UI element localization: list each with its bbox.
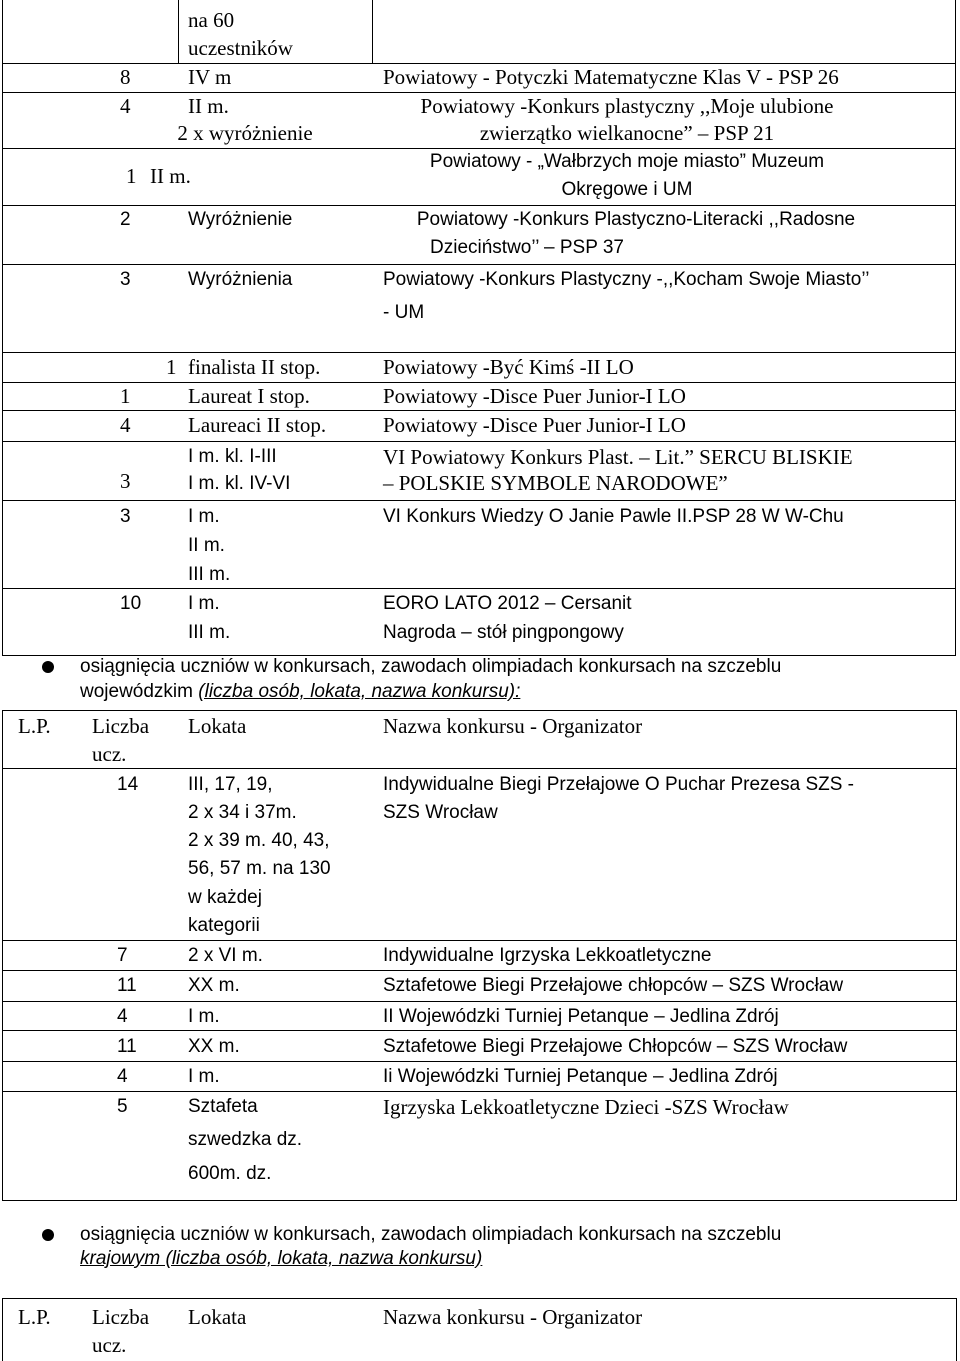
table1-hline xyxy=(2,500,956,501)
row4-num: 2 xyxy=(120,209,131,230)
row9-place-line1: I m. kl. I-III xyxy=(188,446,277,467)
row3-contest-line1: Powiatowy - „Wałbrzych moje miasto” Muzeum xyxy=(429,151,825,172)
krajowy-bullet-line2: krajowym (liczba osób, lokata, nazwa konkursu) xyxy=(80,1248,483,1269)
row9-num: 3 xyxy=(120,469,131,493)
table2-row1-place-3: 2 x 39 m. 40, 43, xyxy=(188,830,330,851)
row11-contest-line2: Nagroda – stół pingpongowy xyxy=(383,622,624,643)
table2-border-left xyxy=(2,710,3,1200)
row9-place-line2: I m. kl. IV-VI xyxy=(188,473,291,494)
row7-num: 1 xyxy=(120,384,131,408)
table3-header-lp: L.P. xyxy=(18,1305,51,1329)
row4-place: Wyróżnienie xyxy=(188,209,293,230)
table2-header-contest: Nazwa konkursu - Organizator xyxy=(383,714,643,738)
table2-row1-place-5: w każdej xyxy=(188,887,262,908)
row3-place: II m. xyxy=(150,164,191,188)
table2-row2-contest: Indywidualne Igrzyska Lekkoatletyczne xyxy=(383,945,712,966)
table2-hline xyxy=(2,940,957,941)
row5-contest-line1: Powiatowy -Konkurs Plastyczny -,,Kocham Swoje Miasto’’ xyxy=(383,269,870,290)
table2-row3-num: 11 xyxy=(117,975,137,996)
table2-row1-contest-line1: Indywidualne Biegi Przełajowe O Puchar Prezesa SZS - xyxy=(383,774,855,795)
row2-contest-line2: zwierzątko wielkanocne” – PSP 21 xyxy=(479,121,775,145)
row1-contest: Powiatowy - Potyczki Matematyczne Klas V - PSP 26 xyxy=(383,65,839,89)
row6-num: 1 xyxy=(166,355,177,379)
row5-contest-line2: - UM xyxy=(383,302,425,323)
table2-row1-place-6: kategorii xyxy=(188,915,260,936)
table2-border-bottom xyxy=(2,1200,957,1201)
row10-contest: VI Konkurs Wiedzy O Janie Pawle II.PSP 28 W W-Chu xyxy=(383,506,844,527)
row5-place: Wyróżnienia xyxy=(188,269,293,290)
row2-place-line2: 2 x wyróżnienie xyxy=(177,121,313,145)
row5-num: 3 xyxy=(120,269,131,290)
table2-row1-contest-line2: SZS Wrocław xyxy=(383,802,498,823)
table2-header-place: Lokata xyxy=(188,714,247,738)
row4-contest-line1: Powiatowy -Konkurs Plastyczno-Literacki ,,Radosne xyxy=(416,209,856,230)
table2-row7-place-3: 600m. dz. xyxy=(188,1163,272,1184)
row4-contest-line2: Dzieciństwo’’ – PSP 37 xyxy=(430,237,624,258)
table2-row4-num: 4 xyxy=(117,1006,128,1027)
table2-row3-contest: Sztafetowe Biegi Przełajowe chłopców – SZS Wrocław xyxy=(383,975,844,996)
row10-num: 3 xyxy=(120,506,131,527)
table2-row4-place: I m. xyxy=(188,1006,220,1027)
table3-border-right xyxy=(956,1298,957,1361)
table3-border-left xyxy=(2,1298,3,1361)
wojewodzki-bullet-line2 xyxy=(80,678,520,706)
row10-place-line1: I m. xyxy=(188,506,220,527)
row0-count-line1: na 60 xyxy=(188,8,235,32)
table2-row7-num: 5 xyxy=(117,1096,128,1117)
row3-num: 1 xyxy=(126,164,137,188)
table3-header-count-line1: Liczba xyxy=(92,1305,150,1329)
wojewodzki-bullet-italic: (liczba osób, lokata, nazwa konkursu): xyxy=(198,681,521,702)
row2-contest-line1: Powiatowy -Konkurs plastyczny ,,Moje ulubione xyxy=(420,94,834,118)
table2-header-count-line2: ucz. xyxy=(92,742,127,766)
table1-border-left xyxy=(2,0,3,655)
row2-place-line1: II m. xyxy=(188,94,229,118)
row8-place: Laureaci II stop. xyxy=(188,413,327,437)
row3-contest-line2: Okręgowe i UM xyxy=(561,179,693,200)
table1-col-divider-2 xyxy=(372,0,373,63)
table2-row1-place-4: 56, 57 m. na 130 xyxy=(188,858,331,879)
row0-count-line2: uczestników xyxy=(188,36,293,60)
row7-contest: Powiatowy -Disce Puer Junior-I LO xyxy=(383,384,686,408)
table3-border-top xyxy=(2,1298,957,1299)
row11-contest-line1: EORO LATO 2012 – Cersanit xyxy=(383,593,632,614)
table1-col-divider xyxy=(178,0,179,63)
table2-hline xyxy=(2,1091,957,1092)
row6-contest: Powiatowy -Być Kimś -II LO xyxy=(383,355,634,379)
wojewodzki-bullet-line1: osiągnięcia uczniów w konkursach, zawodach olimpiadach konkursach na szczeblu xyxy=(80,656,782,677)
table2-row1-num: 14 xyxy=(117,774,139,795)
table2-row5-place: XX m. xyxy=(188,1036,240,1057)
table2-row2-place: 2 x VI m. xyxy=(188,945,263,966)
table2-row7-place-1: Sztafeta xyxy=(188,1096,258,1117)
bullet-icon xyxy=(42,1229,54,1241)
table3-header-place: Lokata xyxy=(188,1305,247,1329)
table1-hline xyxy=(2,441,956,442)
row9-contest-line1: VI Powiatowy Konkurs Plast. – Lit.” SERCU BLISKIE xyxy=(383,445,853,469)
row6-place: finalista II stop. xyxy=(188,355,321,379)
row7-place: Laureat I stop. xyxy=(188,384,310,408)
table2-row1-place-1: III, 17, 19, xyxy=(188,774,273,795)
row9-contest-line2: – POLSKIE SYMBOLE NARODOWE” xyxy=(383,471,728,495)
row11-num: 10 xyxy=(120,593,142,614)
table2-row6-place: I m. xyxy=(188,1066,220,1087)
table1-hline xyxy=(2,588,956,589)
table2-header-lp: L.P. xyxy=(18,714,51,738)
table2-border-top xyxy=(2,710,957,711)
table2-row6-contest: Ii Wojewódzki Turniej Petanque – Jedlina Zdrój xyxy=(383,1066,778,1087)
table2-row4-contest: II Wojewódzki Turniej Petanque – Jedlina Zdrój xyxy=(383,1006,779,1027)
table3-header-contest: Nazwa konkursu - Organizator xyxy=(383,1305,643,1329)
row10-place-line3: III m. xyxy=(188,564,231,585)
table2-row6-num: 4 xyxy=(117,1066,128,1087)
row8-contest: Powiatowy -Disce Puer Junior-I LO xyxy=(383,413,686,437)
row1-num: 8 xyxy=(120,65,131,89)
krajowy-bullet-line1: osiągnięcia uczniów w konkursach, zawodach olimpiadach konkursach na szczeblu xyxy=(80,1224,782,1245)
row8-num: 4 xyxy=(120,413,131,437)
bullet-icon xyxy=(42,661,54,673)
table2-hline xyxy=(2,1061,957,1062)
table2-row5-contest: Sztafetowe Biegi Przełajowe Chłopców – SZS Wrocław xyxy=(383,1036,848,1057)
row2-num: 4 xyxy=(120,94,131,118)
table2-hline xyxy=(2,768,957,769)
table2-row5-num: 11 xyxy=(117,1036,137,1057)
row11-place-line1: I m. xyxy=(188,593,220,614)
table2-row3-place: XX m. xyxy=(188,975,240,996)
wojewodzki-bullet-plain: wojewódzkim xyxy=(80,681,199,702)
row11-place-line2: III m. xyxy=(188,622,231,643)
table2-header-count-line1: Liczba xyxy=(92,714,150,738)
table2-row7-place-2: szwedzka dz. xyxy=(188,1129,303,1150)
row10-place-line2: II m. xyxy=(188,535,225,556)
table2-row2-num: 7 xyxy=(117,945,128,966)
table2-row7-contest: Igrzyska Lekkoatletyczne Dzieci -SZS Wrocław xyxy=(383,1095,789,1119)
table1-border-right xyxy=(955,0,956,655)
table1-hline xyxy=(2,264,956,265)
row1-place: IV m xyxy=(188,65,232,89)
table2-hline xyxy=(2,1001,957,1002)
table2-hline xyxy=(2,970,957,971)
table2-border-right xyxy=(956,710,957,1200)
table3-header-count-line2: ucz. xyxy=(92,1333,127,1357)
table2-row1-place-2: 2 x 34 i 37m. xyxy=(188,802,297,823)
